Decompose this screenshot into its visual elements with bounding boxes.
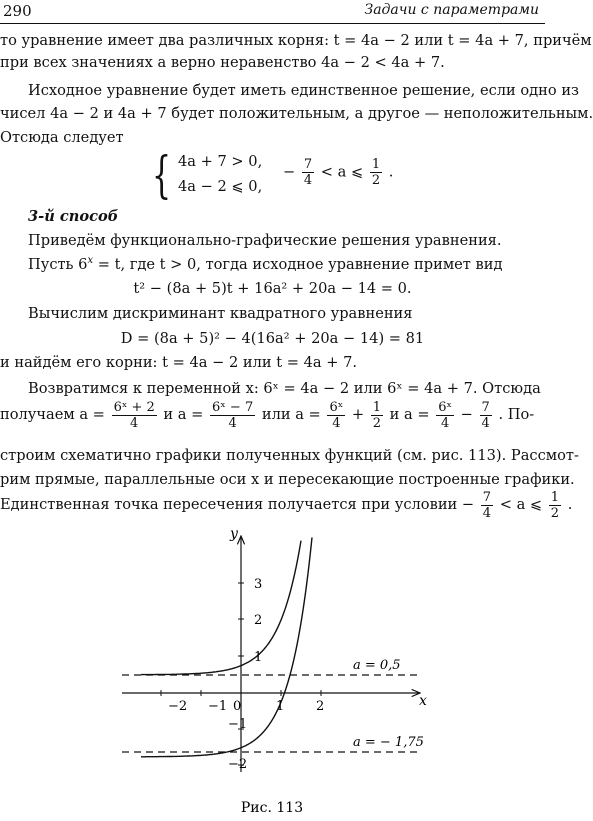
frac-num: 6ˣ	[438, 399, 453, 415]
equation: t² − (8a + 5)t + 16a² + 20a − 14 = 0.	[133, 280, 412, 297]
x-tick-label: −1	[208, 699, 228, 714]
x-axis-label: x	[419, 693, 427, 709]
system-row-1: 4a + 7 > 0,	[178, 153, 263, 170]
x-tick-label: 0	[233, 699, 242, 714]
frac-num: 1	[550, 489, 560, 505]
text-line: Приведём функционально-графические решения уравнения.	[28, 232, 502, 249]
text-line: Вычислим дискриминант квадратного уравнения	[28, 305, 413, 322]
curve-upper	[141, 541, 301, 675]
y-tick-label: 2	[254, 613, 263, 628]
text-line: рим прямые, параллельные оси x и пересекающие построенные графики.	[0, 471, 575, 488]
page-number: 290	[3, 2, 32, 20]
figure-caption: Рис. 113	[240, 800, 304, 816]
y-tick-label: 1	[254, 650, 263, 665]
frac-den: 4	[332, 415, 341, 431]
text-line: то уравнение имеет два различных корня: t = 4a − 2 или t = 4a + 7, причём	[0, 32, 592, 49]
y-tick-label: 3	[254, 577, 263, 592]
method-heading: 3-й способ	[28, 208, 119, 225]
result-ineq: < a ⩽	[320, 163, 364, 181]
text-seg: Пусть 6	[28, 256, 88, 273]
text-line: Исходное уравнение будет иметь единственное решение, если одно из	[28, 82, 580, 99]
text-line: чисел 4a − 2 и 4a + 7 будет положительным, а другое — неположительным.	[0, 105, 593, 122]
frac-den: 4	[482, 505, 492, 521]
frac-num: 1	[371, 157, 381, 172]
fraction	[549, 490, 561, 521]
result-period: .	[388, 163, 394, 181]
text-seg: = t, где t > 0, тогда исходное уравнение примет вид	[93, 256, 503, 273]
frac-den: 4	[130, 415, 139, 431]
text-seg: или a =	[261, 406, 321, 423]
text-seg: получаем a =	[0, 406, 105, 423]
text-line: при всех значениях a верно неравенство 4a − 2 < 4a + 7.	[0, 54, 445, 71]
text-seg: и a =	[163, 406, 204, 423]
text-line: Возвратимся к переменной x: 6ˣ = 4a − 2 или 6ˣ = 4a + 7. Отсюда	[28, 380, 541, 397]
y-tick-label: −2	[228, 757, 248, 772]
text-seg: . По-	[498, 406, 535, 423]
frac-den: 4	[228, 415, 237, 431]
frac-num: 7	[481, 399, 490, 415]
frac-num: 6ˣ	[329, 399, 344, 415]
frac-den: 4	[440, 415, 450, 431]
running-title: Задачи с параметрами	[364, 2, 539, 18]
text-line: строим схематично графики полученных функций (см. рис. 113). Рассмот-	[0, 447, 579, 464]
system-brace: {	[152, 146, 172, 204]
result-minus: −	[283, 163, 296, 181]
frac-den: 2	[371, 173, 381, 188]
text-line: Отсюда следует	[0, 129, 124, 146]
system-row-2: 4a − 2 ⩽ 0,	[178, 178, 263, 195]
frac-num: 6ˣ + 2	[113, 399, 155, 415]
x-tick-label: 1	[276, 699, 285, 714]
line-label-lower: a = − 1,75	[353, 735, 424, 750]
x-tick-label: 2	[316, 699, 325, 714]
frac-num: 1	[372, 399, 382, 415]
frac-den: 2	[550, 505, 560, 521]
text-seg: −	[460, 406, 473, 423]
frac-num: 7	[303, 157, 313, 172]
equation: D = (8a + 5)² − 4(16a² + 20a − 14) = 81	[120, 330, 425, 347]
frac-den: 2	[372, 415, 382, 431]
frac-num: 7	[482, 489, 492, 505]
text-seg: < a ⩽	[499, 496, 543, 513]
text-seg: .	[567, 496, 573, 513]
line-label-upper: a = 0,5	[353, 658, 401, 673]
frac-num: 6ˣ − 7	[212, 399, 254, 415]
frac-den: 4	[303, 173, 313, 188]
curve-lower	[141, 537, 312, 756]
y-tick-label: −1	[228, 717, 248, 732]
superscript: x	[87, 255, 94, 267]
text-seg: Единственная точка пересечения получается при условии −	[0, 496, 475, 513]
x-tick-label: −2	[168, 699, 188, 714]
text-seg: +	[351, 406, 365, 423]
y-axis-label: y	[230, 526, 238, 542]
text-line: и найдём его корни: t = 4a − 2 или t = 4a + 7.	[0, 354, 358, 371]
frac-den: 4	[481, 415, 490, 431]
text-seg: и a =	[389, 406, 430, 423]
